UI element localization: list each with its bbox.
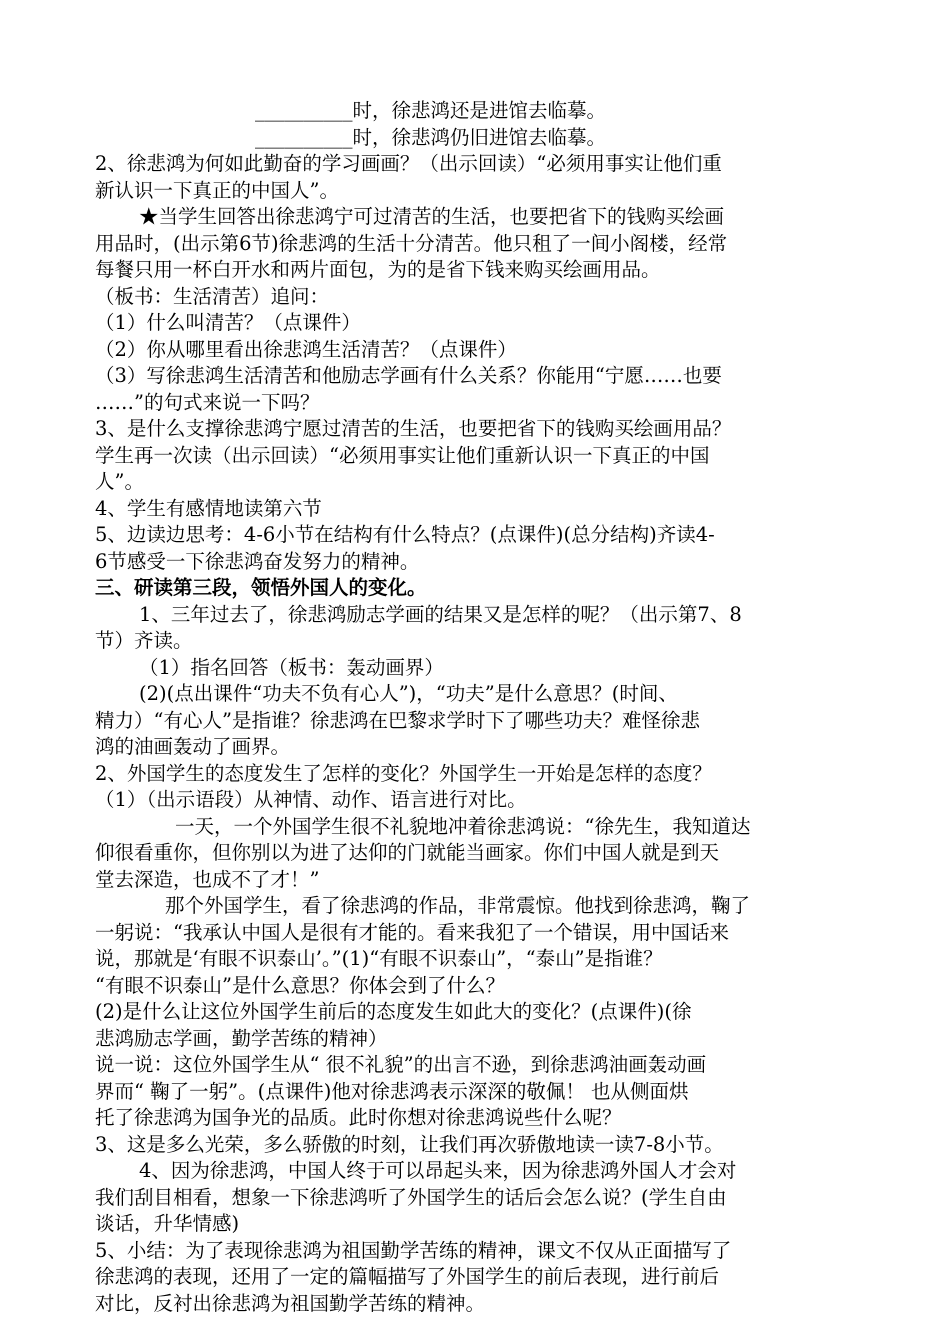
text-line: 2、外国学生的态度发生了怎样的变化？外国学生一开始是怎样的态度？ xyxy=(95,761,712,785)
text-line: 界而“ 鞠了一躬”。(点课件)他对徐悲鸿表示深深的敬佩！ 也从侧面烘 xyxy=(95,1079,689,1103)
text-line: 徐悲鸿的表现，还用了一定的篇幅描写了外国学生的前后表现，进行前后 xyxy=(95,1265,720,1288)
text-line: 5、边读边思考：4-6小节在结构有什么特点？(点课件)(总分结构)齐读4- xyxy=(95,523,715,546)
text-line: 一天，一个外国学生很不礼貌地冲着徐悲鸿说：“徐先生，我知道达 xyxy=(175,814,751,838)
text-line: 学生再一次读（出示回读）“必须用事实让他们重新认识一下真正的中国 xyxy=(95,443,710,467)
text-line: 2、徐悲鸿为何如此勤奋的学习画画？（出示回读）“必须用事实让他们重 xyxy=(95,152,722,175)
text-line: 托了徐悲鸿为国争光的品质。此时你想对徐悲鸿说些什么呢？ xyxy=(95,1106,622,1129)
text-line: 5、小结：为了表现徐悲鸿为祖国勤学苦练的精神，课文不仅从正面描写了 xyxy=(95,1238,732,1262)
text-line: （1）指名回答（板书：轰动画界） xyxy=(139,655,444,679)
text-line: 节）齐读。 xyxy=(95,629,193,652)
text-line: 我们刮目相看，想象一下徐悲鸿听了外国学生的话后会怎么说？(学生自由 xyxy=(95,1185,727,1209)
text-line: 1、三年过去了，徐悲鸿励志学画的结果又是怎样的呢？（出示第7、8 xyxy=(139,602,742,626)
text-line: 用品时，(出示第6节)徐悲鸿的生活十分清苦。他只租了一间小阁楼，经常 xyxy=(95,231,728,255)
section-heading: 三、研读第三段，领悟外国人的变化。 xyxy=(95,576,427,599)
text-line: （1）什么叫清苦？（点课件） xyxy=(95,311,361,334)
text-line: 4、学生有感情地读第六节 xyxy=(95,496,322,520)
text-line: （板书：生活清苦）追问： xyxy=(95,284,330,308)
text-line: 说一说：这位外国学生从“ 很不礼貌”的出言不逊，到徐悲鸿油画轰动画 xyxy=(95,1053,707,1076)
text-line: “有眼不识泰山”是什么意思？你体会到了什么？ xyxy=(95,973,505,997)
text-line: (2)(点出课件“功夫不负有心人”)，“功夫”是什么意思？(时间、 xyxy=(139,682,678,705)
text-line: 4、因为徐悲鸿，中国人终于可以昂起头来，因为徐悲鸿外国人才会对 xyxy=(139,1159,737,1182)
text-line: 一躬说：“我承认中国人是很有才能的。看来我犯了一个错误，用中国话来 xyxy=(95,920,729,944)
text-line: 说，那就是‘有眼不识泰山’。”(1)“有眼不识泰山”，“泰山”是指谁？ xyxy=(95,947,663,970)
text-line: (2)是什么让这位外国学生前后的态度发生如此大的变化？(点课件)(徐 xyxy=(95,1000,692,1023)
text-line: 那个外国学生，看了徐悲鸿的作品，非常震惊。他找到徐悲鸿，鞠了 xyxy=(165,894,751,917)
text-line: 3、是什么支撑徐悲鸿宁愿过清苦的生活，也要把省下的钱购买绘画用品？ xyxy=(95,417,732,440)
text-line: 新认识一下真正的中国人”。 xyxy=(95,178,339,202)
text-line: 仰很看重你，但你别以为进了达仰的门就能当画家。你们中国人就是到天 xyxy=(95,841,720,864)
text-line: 人”。 xyxy=(95,470,144,493)
text-line: 精力）“有心人”是指谁？徐悲鸿在巴黎求学时下了哪些功夫？难怪徐悲 xyxy=(95,708,700,732)
text-line: 悲鸿励志学画，勤学苦练的精神） xyxy=(95,1026,388,1050)
text-line: 3、这是多么光荣，多么骄傲的时刻，让我们再次骄傲地读一读7-8小节。 xyxy=(95,1132,724,1156)
text-line: ……”的句式来说一下吗？ xyxy=(95,390,320,414)
text-line: （3）写徐悲鸿生活清苦和他励志学画有什么关系？你能用“宁愿……也要 xyxy=(95,364,722,387)
text-line: 鸿的油画轰动了画界。 xyxy=(95,735,291,758)
text-line: 6节感受一下徐悲鸿奋发努力的精神。 xyxy=(95,549,420,573)
text-line: __________时，徐悲鸿仍旧进馆去临摹。 xyxy=(255,125,607,149)
text-line: 每餐只用一杯白开水和两片面包，为的是省下钱来购买绘画用品。 xyxy=(95,258,661,281)
text-line: （1）（出示语段）从神情、动作、语言进行对比。 xyxy=(95,788,527,811)
text-line: ★当学生回答出徐悲鸿宁可过清苦的生活，也要把省下的钱购买绘画 xyxy=(139,205,725,228)
text-line: 堂去深造，也成不了才！” xyxy=(95,867,320,891)
text-line: 谈话，升华情感) xyxy=(95,1212,240,1235)
text-line: __________时，徐悲鸿还是进馆去临摹。 xyxy=(255,99,607,122)
text-line: 对比，反衬出徐悲鸿为祖国勤学苦练的精神。 xyxy=(95,1291,486,1315)
text-line: （2）你从哪里看出徐悲鸿生活清苦？（点课件） xyxy=(95,337,517,361)
